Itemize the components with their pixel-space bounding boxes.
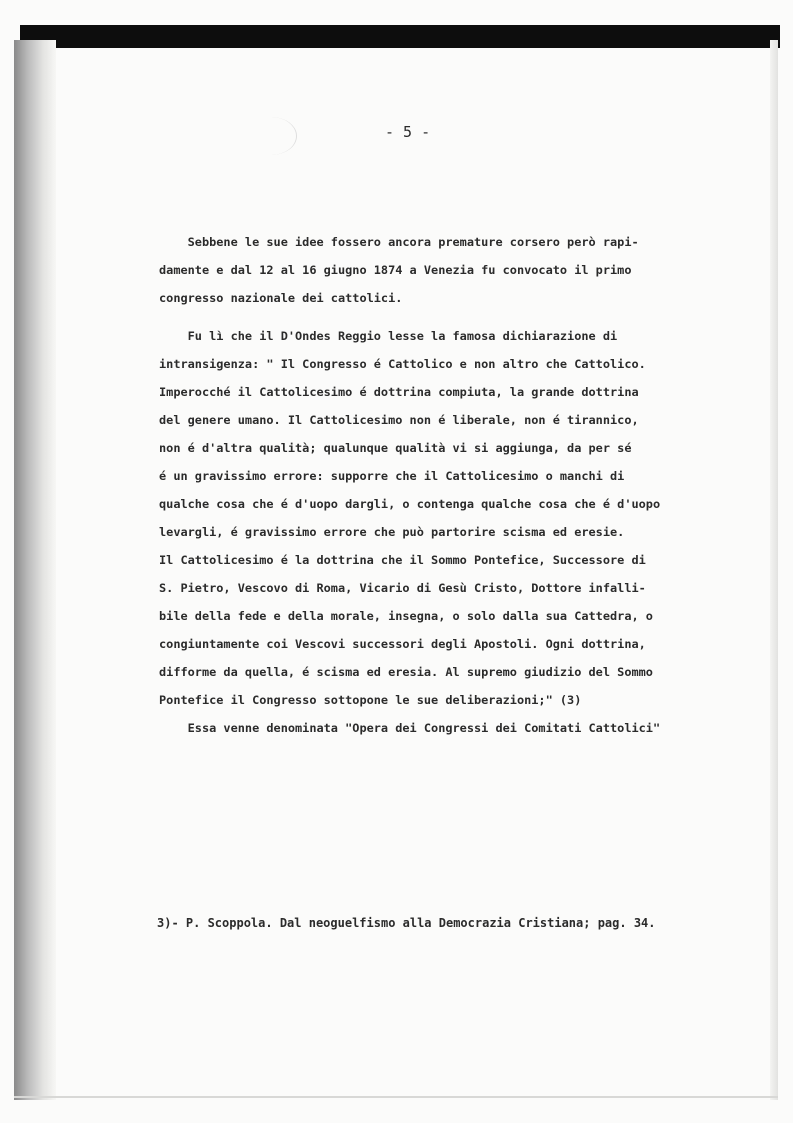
text-line: congiuntamente coi Vescovi successori degli Apostoli. Ogni dottrina,: [159, 637, 646, 651]
text-line: non é d'altra qualità; qualunque qualità vi si aggiunga, da per sé: [159, 441, 632, 455]
bottom-edge: [14, 1096, 778, 1098]
text-line: intransigenza: " Il Congresso é Cattolico e non altro che Cattolico.: [159, 357, 646, 371]
text-line: Il Cattolicesimo é la dottrina che il Sommo Pontefice, Successore di: [159, 553, 646, 567]
text-line: Imperocché il Cattolicesimo é dottrina compiuta, la grande dottrina: [159, 385, 639, 399]
text-line: congresso nazionale dei cattolici.: [159, 291, 403, 305]
scan-top-border: [20, 25, 780, 48]
text-line: del genere umano. Il Cattolicesimo non é liberale, non é tirannico,: [159, 413, 639, 427]
page-number: - 5 -: [385, 123, 431, 141]
body-text: [159, 228, 739, 742]
text-line: levargli, é gravissimo errore che può partorire scisma ed eresie.: [159, 525, 625, 539]
text-line: bile della fede e della morale, insegna, o solo dalla sua Cattedra, o: [159, 609, 653, 623]
text-line: é un gravissimo errore: supporre che il Cattolicesimo o manchi di: [159, 469, 625, 483]
text-line: Pontefice il Congresso sottopone le sue deliberazioni;" (3): [159, 693, 582, 707]
text-line: S. Pietro, Vescovo di Roma, Vicario di Gesù Cristo, Dottore infalli-: [159, 581, 646, 595]
text-line: qualche cosa che é d'uopo dargli, o contenga qualche cosa che é d'uopo: [159, 497, 661, 511]
right-edge-shadow: [770, 40, 778, 1100]
footnote: 3)- P. Scoppola. Dal neoguelfismo alla Democrazia Cristiana; pag. 34.: [157, 916, 656, 930]
text-line: Fu lì che il D'Ondes Reggio lesse la famosa dichiarazione di: [159, 329, 618, 343]
paper-mark: [246, 117, 297, 155]
binding-shadow: [14, 40, 56, 1100]
text-line: Sebbene le sue idee fossero ancora premature corsero però rapi-: [159, 235, 639, 249]
text-line: Essa venne denominata "Opera dei Congressi dei Comitati Cattolici": [159, 721, 661, 735]
text-line: difforme da quella, é scisma ed eresia. Al supremo giudizio del Sommo: [159, 665, 653, 679]
text-line: damente e dal 12 al 16 giugno 1874 a Venezia fu convocato il primo: [159, 263, 632, 277]
